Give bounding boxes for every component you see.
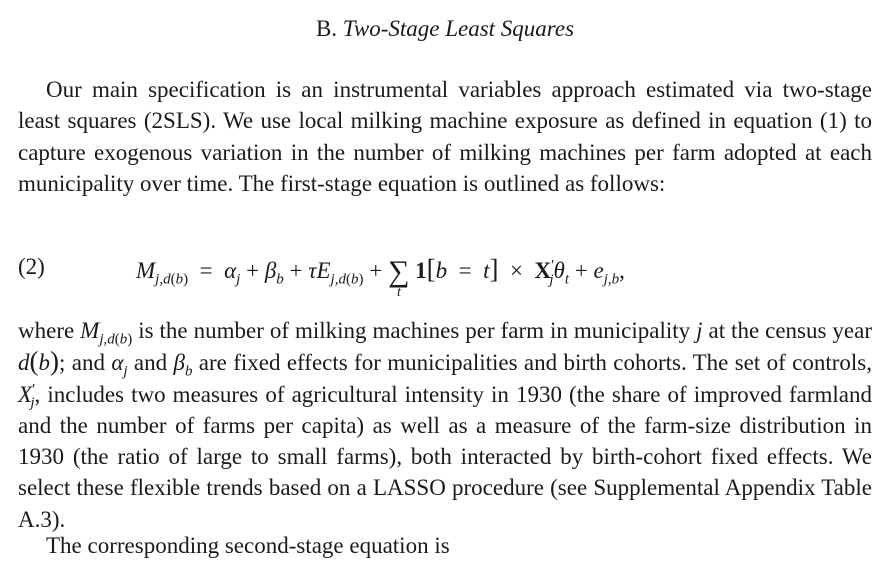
text-segment: , includes two measures of agricultural intensity in 1930 (the share of improved farmland and the number of farms per capita) as well as a measure of the farm-size distribution in 1930 (the ratio of large to small farms), both interacted by birth-cohort fixed effects. We select these flexible trends based on a LASSO procedure (see Supplemental Appendix Table A.3). (18, 381, 872, 532)
equation-number: (2) (18, 254, 45, 279)
text-segment: and (127, 350, 174, 376)
section-title: Two-Stage Least Squares (342, 16, 575, 41)
text-segment: ; and (59, 350, 112, 376)
equation-first-stage (0, 254, 890, 300)
text-segment: is the number of milking machines per farm in municipality (132, 318, 697, 343)
paragraph-second-stage: The corresponding second-stage equation is (46, 533, 450, 558)
section-heading (0, 14, 890, 44)
section-letter: B. (315, 16, 338, 41)
text-segment: where (18, 318, 81, 343)
paragraph-intro: Our main specification is an instrumental variables approach estimated via two-stage least squares (2SLS). We use local milking machine exposure as defined in equation (1) to capture exogenous variation in the number of milking machines per farm adopted at each municipality over time. The first-stage equation is outlined as follows: (18, 77, 872, 196)
text-segment: are fixed effects for municipalities and birth cohorts. The set of controls, (192, 350, 872, 376)
equation-formula: $M_{j,d(b)} = \alpha_j + \beta_b + \tau E_{j,d(b)}$ + ∑ t $1[b = t] \times X'_j\theta_t + e_{j,b}$, (136, 254, 625, 300)
paragraph-definitions: where $M_{j,d(b)}$ is the number of milking machines per farm in municipality j at the census year d(b); and $\alpha_j$ and $\beta_b$ are fixed effects for municipalities and birth cohorts. The set of controls, $X'_j$, includes two measures of agricultural intensity in 1930 (the share of improved farmland and the number of farms per capita) as well as a measure of the farm-size distribution in 1930 (the ratio of large to small farms), both interacted by birth-cohort fixed effects. We select these flexible trends based on a LASSO procedure (see Supplemental Appendix Table A.3). (18, 318, 872, 532)
text-segment: at the census year (702, 318, 872, 343)
